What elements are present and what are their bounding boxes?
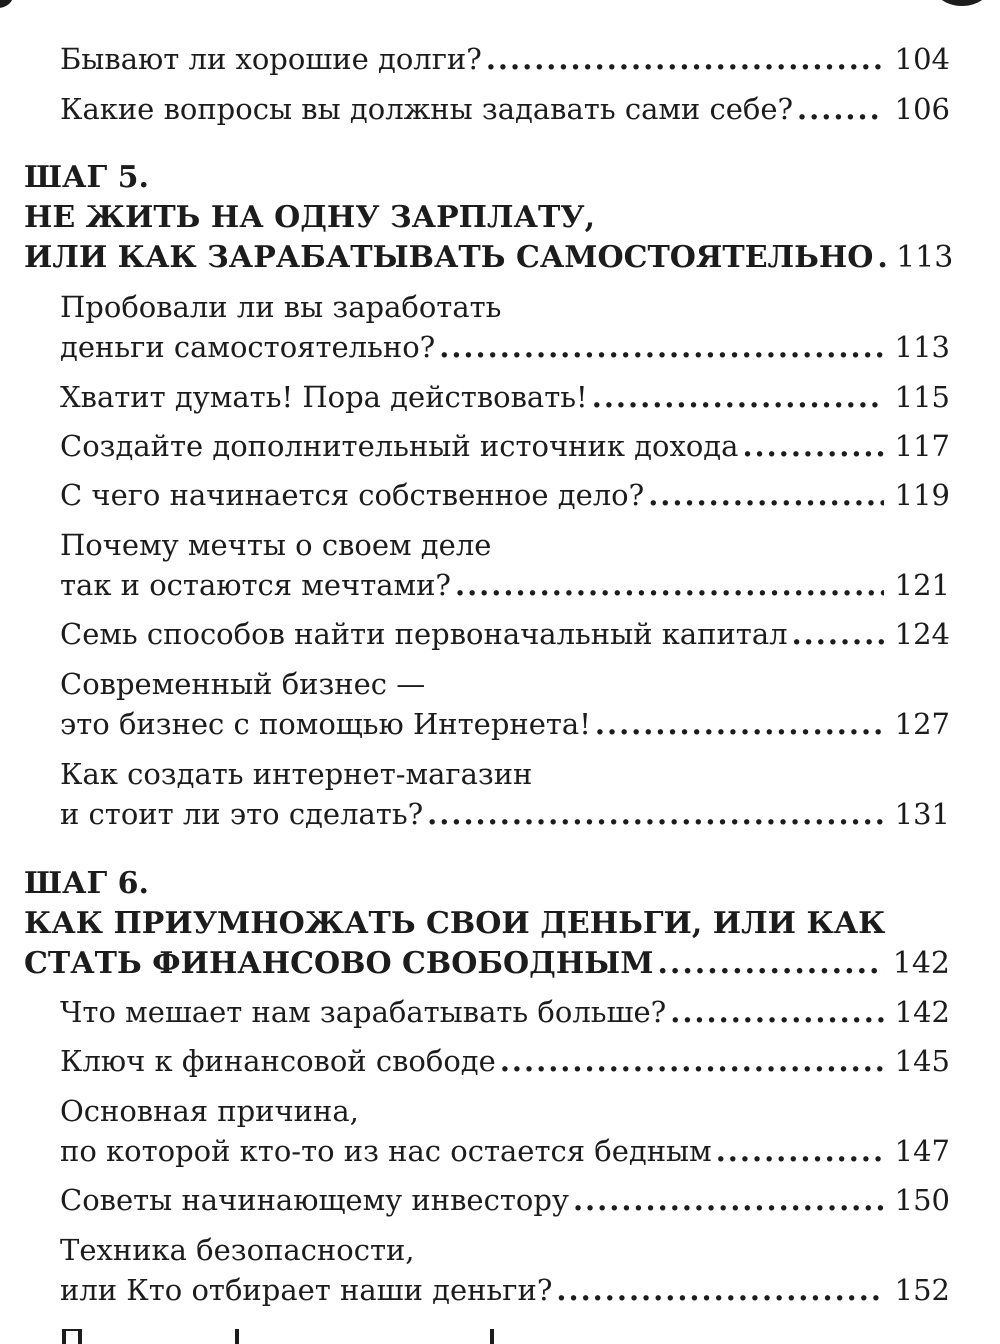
chapter-title-line: КАК ПРИУМНОЖАТЬ СВОИ ДЕНЬГИ, ИЛИ КАК: [24, 906, 886, 941]
toc-entry-page: 106: [894, 92, 950, 126]
dot-leader: [427, 797, 884, 831]
chapter-title-row: [24, 240, 954, 284]
dot-leader: [439, 330, 884, 364]
toc-entry-first-line: Пробовали ли вы заработать: [60, 290, 502, 324]
dot-leader: [657, 946, 884, 981]
toc-entry-title: Какие вопросы вы должны задавать сами себе?: [60, 92, 794, 126]
toc-entry-page: 150: [894, 1183, 950, 1217]
dot-leader: [486, 42, 884, 76]
chapter-title-line: СТАТЬ ФИНАНСОВО СВОБОДНЫМ: [24, 946, 654, 981]
toc-entry-title: Что мешает нам зарабатывать больше?: [60, 995, 667, 1029]
toc-entry-title: так и остаются мечтами?: [60, 568, 451, 602]
toc-entry-title: или Кто отбирает наши деньги?: [60, 1273, 553, 1307]
toc-entry-page: 124: [894, 617, 950, 651]
toc-entry: [60, 478, 950, 522]
toc-entry: [60, 707, 950, 751]
toc-entry-page: 104: [894, 42, 950, 76]
dot-leader: [716, 1134, 884, 1168]
toc-entry-first-line: Современный бизнес —: [60, 667, 426, 701]
toc-entry-page: 121: [894, 568, 950, 602]
toc-entry-title: по которой кто-то из нас остается бедным: [60, 1134, 712, 1168]
dot-leader: [573, 1183, 884, 1217]
cut-off-glyph-tops: [60, 1324, 600, 1344]
toc-entry: [60, 42, 950, 86]
toc-entry-page: 131: [894, 797, 950, 831]
chapter-page: 142: [892, 946, 950, 981]
toc-entry: [60, 1183, 950, 1227]
dot-leader: [592, 380, 884, 414]
toc-entry: [60, 380, 950, 424]
toc-entry-page: 142: [894, 995, 950, 1029]
toc-entry-page: 145: [894, 1044, 950, 1078]
toc-entry-first-line: Как создать интернет-магазин: [60, 757, 533, 791]
toc-entry-title: С чего начинается собственное дело?: [60, 478, 645, 512]
step-label: ШАГ 6.: [24, 866, 149, 901]
chapter-page: 113: [896, 240, 954, 275]
toc-entry-title: это бизнес с помощью Интернета!: [60, 707, 591, 741]
chapter-title-row: [24, 946, 950, 990]
toc-entry-first-line: Техника безопасности,: [60, 1233, 415, 1267]
toc-entry-page: 113: [894, 330, 950, 364]
dot-leader: [670, 995, 884, 1029]
dot-leader: [500, 1044, 884, 1078]
toc-entry: [60, 995, 950, 1039]
dot-leader: [556, 1273, 884, 1307]
dot-leader: [877, 240, 887, 275]
toc-entry-page: 117: [894, 429, 950, 463]
chapter-title-line: НЕ ЖИТЬ НА ОДНУ ЗАРПЛАТУ,: [24, 200, 596, 235]
toc-entry: [60, 1044, 950, 1088]
toc-entry-title: Создайте дополнительный источник дохода: [60, 429, 739, 463]
step-label: ШАГ 5.: [24, 160, 149, 195]
toc-entry-title: деньги самостоятельно?: [60, 330, 436, 364]
toc-entry-first-line: Почему мечты о своем деле: [60, 528, 492, 562]
toc-entry-title: Ключ к финансовой свободе: [60, 1044, 496, 1078]
dot-leader: [648, 478, 884, 512]
toc-entry-first-line: Основная причина,: [60, 1094, 359, 1128]
toc-entry-page: 127: [894, 707, 950, 741]
toc-entry-page: 115: [894, 380, 950, 414]
toc-entry: [60, 1134, 950, 1178]
toc-entry-title: Семь способов найти первоначальный капитал: [60, 617, 788, 651]
toc-entry: [60, 429, 950, 473]
toc-entry-title: Советы начинающему инвестору: [60, 1183, 569, 1217]
toc-entry-title: и стоит ли это сделать?: [60, 797, 424, 831]
page-edge-mark: [932, 0, 992, 6]
toc-entry: [60, 617, 950, 661]
toc-entry-title: Хватит думать! Пора действовать!: [60, 380, 588, 414]
toc-entry-page: 119: [894, 478, 950, 512]
chapter-title-line: ИЛИ КАК ЗАРАБАТЫВАТЬ САМОСТОЯТЕЛЬНО: [24, 240, 874, 275]
cut-off-line: [60, 1324, 600, 1344]
dot-leader: [792, 617, 884, 651]
dot-leader: [742, 429, 884, 463]
toc-entry: [60, 797, 950, 841]
toc-entry: [60, 568, 950, 612]
dot-leader: [595, 707, 884, 741]
toc-entry: [60, 1273, 950, 1317]
dot-leader: [455, 568, 884, 602]
toc-entry: [60, 330, 950, 374]
toc-entry-page: 152: [894, 1273, 950, 1307]
toc-entry-title: Бывают ли хорошие долги?: [60, 42, 482, 76]
page-edge-mark: [0, 0, 14, 8]
toc-entry-page: 147: [894, 1134, 950, 1168]
dot-leader: [797, 92, 884, 126]
toc-entry: [60, 92, 950, 136]
